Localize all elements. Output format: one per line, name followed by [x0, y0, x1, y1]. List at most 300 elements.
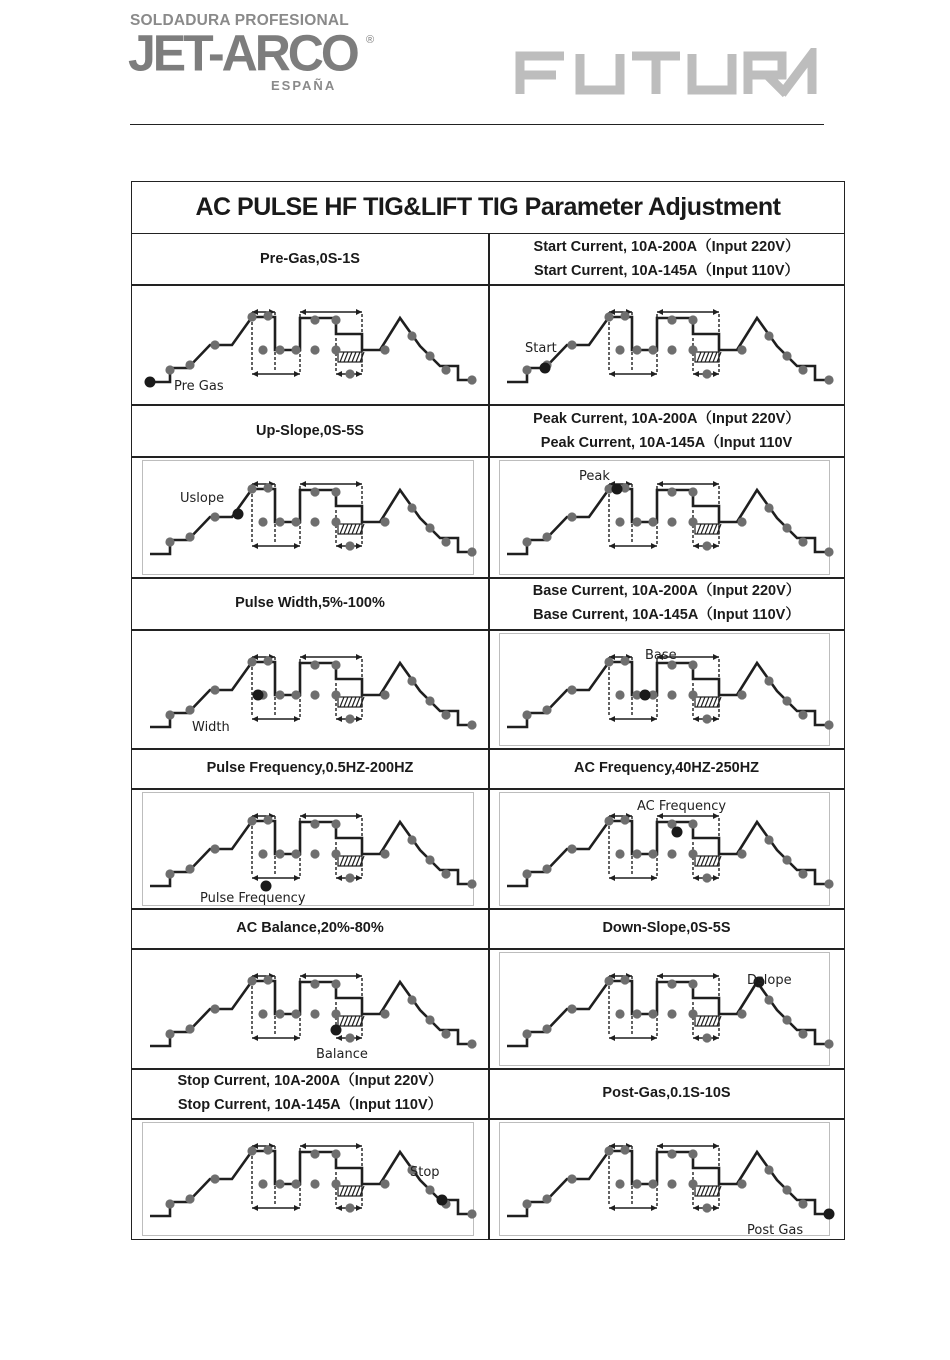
setting-point: [425, 351, 434, 360]
setting-point: [667, 979, 676, 988]
setting-point: [702, 1203, 711, 1212]
setting-point: [467, 1209, 476, 1218]
waveform-svg: [489, 1120, 845, 1238]
arrow-head: [300, 973, 306, 979]
setting-point: [310, 1179, 319, 1188]
waveform-diagram: [489, 286, 844, 405]
arrow-head: [657, 973, 663, 979]
arrow-head: [356, 309, 362, 315]
setting-point: [331, 660, 340, 669]
setting-point: [210, 512, 219, 521]
waveform-diagram: [132, 631, 488, 749]
setting-point: [737, 345, 746, 354]
parameter-label-line: AC Frequency,40HZ-250HZ: [573, 760, 760, 776]
setting-point: [620, 311, 629, 320]
setting-point: [165, 365, 174, 374]
setting-point: [380, 345, 389, 354]
parameter-label-line: Up-Slope,0S-5S: [256, 423, 364, 439]
setting-point: [380, 1009, 389, 1018]
setting-point: [615, 345, 624, 354]
setting-point: [798, 537, 807, 546]
arrow-head: [713, 973, 719, 979]
arrow-head: [693, 716, 699, 722]
setting-point: [310, 315, 319, 324]
setting-point: [798, 1199, 807, 1208]
parameter-label: [489, 234, 844, 284]
setting-point: [688, 517, 697, 526]
setting-point: [407, 835, 416, 844]
arrow-head: [252, 875, 258, 881]
arrow-head: [356, 716, 362, 722]
waveform-diagram: [132, 458, 488, 578]
arrow-head: [651, 371, 657, 377]
parameter-table: [131, 181, 845, 1240]
waveform-diagram: [489, 790, 844, 909]
arrow-head: [252, 543, 258, 549]
setting-point: [615, 690, 624, 699]
setting-point: [331, 690, 340, 699]
setting-point: [702, 1033, 711, 1042]
setting-point: [275, 345, 284, 354]
waveform-diagram: [489, 458, 844, 578]
diagram-label: Stop: [410, 1164, 440, 1180]
arrow-head: [356, 543, 362, 549]
active-setting-point: [612, 483, 623, 494]
arrow-head: [300, 481, 306, 487]
futura-logo: [512, 48, 824, 98]
setting-point: [441, 710, 450, 719]
setting-point: [331, 819, 340, 828]
setting-point: [291, 849, 300, 858]
setting-point: [764, 1165, 773, 1174]
setting-point: [567, 1174, 576, 1183]
active-setting-point: [824, 1208, 835, 1219]
registered-mark: ®: [366, 34, 375, 46]
parameter-label: [489, 908, 844, 948]
arrow-head: [651, 1035, 657, 1041]
setting-point: [425, 855, 434, 864]
setting-point: [648, 849, 657, 858]
waveform-diagram: [132, 790, 488, 909]
setting-point: [441, 869, 450, 878]
arrow-head: [294, 716, 300, 722]
setting-point: [467, 1039, 476, 1048]
setting-point: [210, 340, 219, 349]
setting-point: [441, 365, 450, 374]
setting-point: [310, 979, 319, 988]
setting-point: [331, 1179, 340, 1188]
waveform-svg: [132, 286, 488, 404]
setting-point: [667, 345, 676, 354]
setting-point: [764, 503, 773, 512]
parameter-label-line: Start Current, 10A-200A（Input 220V）: [533, 239, 800, 255]
setting-point: [667, 849, 676, 858]
setting-point: [380, 1179, 389, 1188]
arrow-head: [609, 371, 615, 377]
setting-point: [522, 1199, 531, 1208]
setting-point: [345, 369, 354, 378]
setting-point: [702, 369, 711, 378]
setting-point: [263, 815, 272, 824]
waveform-svg: [132, 458, 488, 576]
setting-point: [275, 1009, 284, 1018]
setting-point: [615, 849, 624, 858]
setting-point: [185, 705, 194, 714]
parameter-label-line: Down-Slope,0S-5S: [602, 920, 731, 936]
arrow-head: [294, 875, 300, 881]
setting-point: [331, 345, 340, 354]
setting-point: [688, 690, 697, 699]
setting-point: [702, 714, 711, 723]
parameter-label-line: Pulse Width,5%-100%: [235, 595, 385, 611]
setting-point: [258, 1179, 267, 1188]
arrow-head: [693, 371, 699, 377]
setting-point: [165, 869, 174, 878]
setting-point: [620, 656, 629, 665]
setting-point: [331, 1009, 340, 1018]
setting-point: [165, 710, 174, 719]
setting-point: [275, 517, 284, 526]
setting-point: [688, 1179, 697, 1188]
setting-point: [331, 487, 340, 496]
setting-point: [702, 541, 711, 550]
header-divider: [130, 124, 824, 125]
setting-point: [737, 690, 746, 699]
setting-point: [782, 1015, 791, 1024]
setting-point: [620, 815, 629, 824]
setting-point: [291, 1179, 300, 1188]
waveform-svg: [132, 1120, 488, 1238]
setting-point: [441, 1029, 450, 1038]
arrow-head: [294, 371, 300, 377]
setting-point: [331, 849, 340, 858]
setting-point: [667, 1009, 676, 1018]
parameter-label: [132, 234, 488, 284]
jet-arco-logo: [128, 10, 383, 95]
setting-point: [567, 685, 576, 694]
setting-point: [764, 676, 773, 685]
setting-point: [632, 1009, 641, 1018]
setting-point: [247, 312, 256, 321]
setting-point: [737, 849, 746, 858]
setting-point: [331, 517, 340, 526]
arrow-head: [609, 543, 615, 549]
setting-point: [542, 705, 551, 714]
setting-point: [542, 1194, 551, 1203]
setting-point: [620, 1145, 629, 1154]
setting-point: [542, 1024, 551, 1033]
arrow-head: [693, 1205, 699, 1211]
arrow-head: [609, 716, 615, 722]
setting-point: [632, 849, 641, 858]
diagram-label: AC Frequency: [637, 798, 727, 814]
waveform-svg: [132, 950, 488, 1068]
setting-point: [258, 1009, 267, 1018]
setting-point: [310, 660, 319, 669]
setting-point: [345, 714, 354, 723]
parameter-label-line: Stop Current, 10A-145A（Input 110V）: [177, 1097, 443, 1113]
brand-name: JET-ARCO: [128, 24, 357, 82]
setting-point: [210, 1004, 219, 1013]
arrow-head: [252, 1205, 258, 1211]
setting-point: [632, 345, 641, 354]
arrow-head: [336, 716, 342, 722]
setting-point: [782, 855, 791, 864]
arrow-head: [294, 543, 300, 549]
brand-country: ESPAÑA: [271, 78, 337, 93]
diagram-label: Uslope: [180, 490, 225, 506]
setting-point: [407, 503, 416, 512]
arrow-head: [657, 481, 663, 487]
arrow-head: [356, 371, 362, 377]
setting-point: [425, 523, 434, 532]
arrow-head: [713, 371, 719, 377]
setting-point: [737, 517, 746, 526]
arrow-head: [356, 1035, 362, 1041]
parameter-label-line: Stop Current, 10A-200A（Input 220V）: [177, 1073, 443, 1089]
setting-point: [648, 345, 657, 354]
diagram-label: Peak: [579, 468, 610, 484]
waveform-svg: [489, 950, 845, 1068]
setting-point: [247, 816, 256, 825]
arrow-head: [713, 716, 719, 722]
arrow-head: [336, 1205, 342, 1211]
setting-point: [522, 537, 531, 546]
waveform-diagram: [132, 286, 488, 405]
setting-point: [604, 816, 613, 825]
setting-point: [667, 690, 676, 699]
arrow-head: [713, 309, 719, 315]
arrow-head: [693, 875, 699, 881]
setting-point: [798, 365, 807, 374]
arrow-head: [693, 1035, 699, 1041]
setting-point: [702, 873, 711, 882]
parameter-label-line: Pre-Gas,0S-1S: [260, 251, 360, 267]
setting-point: [604, 1146, 613, 1155]
setting-point: [688, 849, 697, 858]
arrow-head: [336, 1035, 342, 1041]
setting-point: [310, 819, 319, 828]
parameter-label: [489, 748, 844, 788]
setting-point: [467, 879, 476, 888]
setting-point: [345, 873, 354, 882]
setting-point: [824, 720, 833, 729]
setting-point: [380, 849, 389, 858]
setting-point: [185, 532, 194, 541]
diagram-label: Post Gas: [747, 1222, 804, 1238]
setting-point: [764, 331, 773, 340]
setting-point: [688, 345, 697, 354]
arrow-head: [336, 543, 342, 549]
arrow-head: [300, 813, 306, 819]
setting-point: [824, 375, 833, 384]
parameter-label: [489, 1068, 844, 1118]
setting-point: [345, 541, 354, 550]
parameter-label: [132, 1068, 488, 1118]
setting-point: [331, 979, 340, 988]
setting-point: [407, 995, 416, 1004]
setting-point: [165, 1199, 174, 1208]
setting-point: [648, 1179, 657, 1188]
setting-point: [275, 1179, 284, 1188]
parameter-label: [489, 406, 844, 456]
setting-point: [275, 690, 284, 699]
setting-point: [615, 1179, 624, 1188]
active-setting-point: [233, 508, 244, 519]
setting-point: [331, 315, 340, 324]
setting-point: [331, 1149, 340, 1158]
setting-point: [258, 849, 267, 858]
setting-point: [165, 1029, 174, 1038]
waveform-diagram: [489, 950, 844, 1069]
setting-point: [380, 690, 389, 699]
active-setting-point: [145, 376, 156, 387]
setting-point: [210, 1174, 219, 1183]
setting-point: [345, 1203, 354, 1212]
setting-point: [764, 835, 773, 844]
arrow-head: [651, 543, 657, 549]
active-setting-point: [331, 1024, 342, 1035]
setting-point: [798, 1029, 807, 1038]
parameter-label: [132, 406, 488, 456]
parameter-label-line: Start Current, 10A-145A（Input 110V）: [533, 263, 800, 279]
arrow-head: [252, 371, 258, 377]
arrow-head: [657, 309, 663, 315]
arrow-head: [356, 654, 362, 660]
setting-point: [632, 1179, 641, 1188]
setting-point: [310, 1009, 319, 1018]
setting-point: [615, 517, 624, 526]
waveform-svg: [489, 790, 845, 908]
setting-point: [467, 720, 476, 729]
diagram-label: Pulse Frequency: [200, 890, 306, 906]
parameter-label-line: Peak Current, 10A-200A（Input 220V）: [533, 411, 800, 427]
setting-point: [263, 1145, 272, 1154]
arrow-head: [713, 1143, 719, 1149]
parameter-label-line: Base Current, 10A-145A（Input 110V）: [533, 607, 800, 623]
arrow-head: [294, 1205, 300, 1211]
arrow-head: [651, 1205, 657, 1211]
parameter-label-line: AC Balance,20%-80%: [236, 920, 384, 936]
arrow-head: [356, 1205, 362, 1211]
arrow-head: [713, 481, 719, 487]
active-setting-point: [672, 826, 683, 837]
setting-point: [782, 523, 791, 532]
setting-point: [441, 537, 450, 546]
setting-point: [263, 483, 272, 492]
setting-point: [620, 975, 629, 984]
setting-point: [310, 345, 319, 354]
setting-point: [522, 365, 531, 374]
arrow-head: [651, 875, 657, 881]
active-setting-point: [253, 689, 264, 700]
setting-point: [291, 690, 300, 699]
setting-point: [291, 1009, 300, 1018]
setting-point: [425, 696, 434, 705]
arrow-head: [356, 973, 362, 979]
arrow-head: [300, 309, 306, 315]
arrow-head: [713, 1205, 719, 1211]
setting-point: [688, 819, 697, 828]
setting-point: [247, 976, 256, 985]
setting-point: [824, 547, 833, 556]
setting-point: [542, 532, 551, 541]
setting-point: [247, 657, 256, 666]
setting-point: [165, 537, 174, 546]
arrow-head: [713, 543, 719, 549]
arrow-head: [356, 1143, 362, 1149]
setting-point: [604, 657, 613, 666]
arrow-head: [713, 1035, 719, 1041]
setting-point: [263, 975, 272, 984]
arrow-head: [300, 1143, 306, 1149]
setting-point: [542, 864, 551, 873]
setting-point: [604, 976, 613, 985]
setting-point: [210, 685, 219, 694]
setting-point: [522, 869, 531, 878]
waveform-svg: [489, 631, 845, 749]
setting-point: [210, 844, 219, 853]
setting-point: [567, 844, 576, 853]
setting-point: [310, 487, 319, 496]
parameter-label-line: Base Current, 10A-200A（Input 220V）: [532, 583, 801, 599]
arrow-head: [252, 1035, 258, 1041]
setting-point: [648, 517, 657, 526]
diagram-label: Start: [525, 340, 557, 356]
setting-point: [310, 690, 319, 699]
waveform-svg: [489, 458, 845, 576]
arrow-head: [651, 716, 657, 722]
setting-point: [425, 1185, 434, 1194]
arrow-head: [252, 716, 258, 722]
setting-point: [632, 517, 641, 526]
setting-point: [247, 484, 256, 493]
setting-point: [798, 869, 807, 878]
setting-point: [567, 340, 576, 349]
diagram-label: Dslope: [747, 972, 792, 988]
setting-point: [782, 351, 791, 360]
setting-point: [258, 345, 267, 354]
parameter-label: [132, 748, 488, 788]
setting-point: [185, 360, 194, 369]
setting-point: [185, 1194, 194, 1203]
setting-point: [667, 315, 676, 324]
setting-point: [782, 1185, 791, 1194]
parameter-label-line: Post-Gas,0.1S-10S: [602, 1085, 731, 1101]
arrow-head: [609, 1205, 615, 1211]
setting-point: [688, 1009, 697, 1018]
setting-point: [263, 311, 272, 320]
waveform-diagram: [132, 1120, 488, 1239]
arrow-head: [713, 875, 719, 881]
setting-point: [615, 1009, 624, 1018]
arrow-head: [356, 875, 362, 881]
setting-point: [737, 1009, 746, 1018]
setting-point: [345, 1033, 354, 1042]
arrow-head: [300, 654, 306, 660]
arrow-head: [609, 875, 615, 881]
parameter-label-line: Peak Current, 10A-145A（Input 110V: [540, 435, 793, 451]
waveform-svg: [489, 286, 845, 404]
setting-point: [667, 1179, 676, 1188]
parameter-label: [132, 908, 488, 948]
setting-point: [764, 995, 773, 1004]
setting-point: [425, 1015, 434, 1024]
diagram-label: Balance: [316, 1046, 368, 1062]
setting-point: [310, 517, 319, 526]
diagram-label: Base: [645, 647, 677, 663]
setting-point: [467, 375, 476, 384]
